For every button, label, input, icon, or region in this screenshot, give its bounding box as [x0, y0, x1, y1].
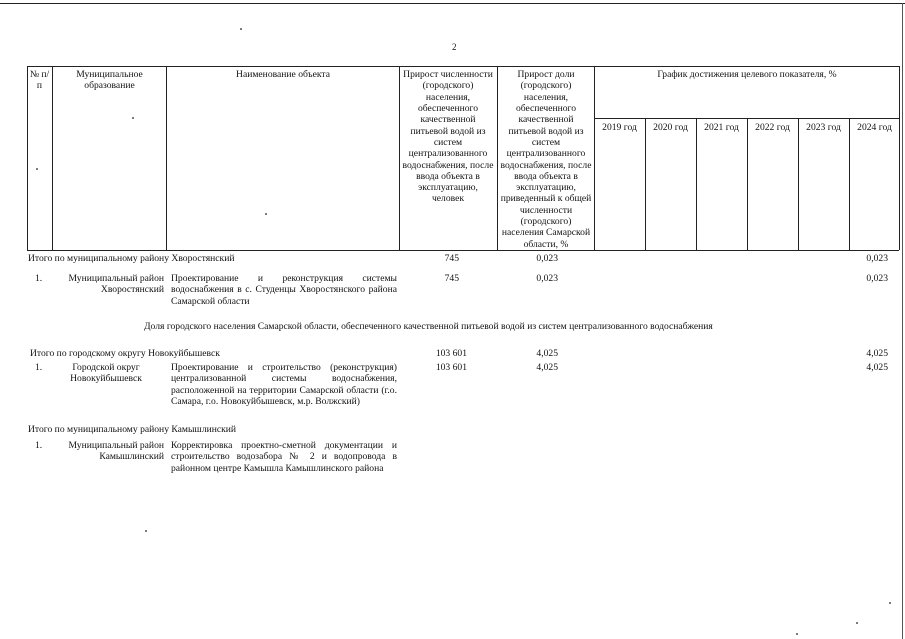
- header-year-2019: 2019 год: [602, 122, 637, 133]
- item-municipality: Муниципальный район Камышлинский: [68, 440, 164, 463]
- section-title: Доля городского населения Самарской области, обеспеченного качественной питьевой водой из систем централизованного водоснабжения: [144, 321, 713, 332]
- total-label-kamyshlinsky: Итого по муниципальному району Камышлинский: [28, 424, 237, 435]
- total-share-khvorostyansky: 0,023: [536, 253, 558, 264]
- total-share-novokuibyshevsk: 4,025: [536, 348, 558, 359]
- item-municipality: Городской округ Новокуйбышевск: [70, 362, 142, 385]
- total-2024-novokuibyshevsk: 4,025: [866, 348, 888, 359]
- header-year-2023: 2023 год: [806, 122, 841, 133]
- header-year-2021: 2021 год: [704, 122, 739, 133]
- total-population-khvorostyansky: 745: [444, 253, 459, 264]
- header-col-municipality: Муниципальное образование: [76, 69, 143, 92]
- item-object: Корректировка проектно-сметной документации и строительство водозабора № 2 и водопровода в районном центре Камышла Камышлинского района: [171, 440, 397, 474]
- total-label-novokuibyshevsk: Итого по городскому округу Новокуйбышевск: [30, 348, 220, 359]
- header-year-2022: 2022 год: [755, 122, 790, 133]
- item-number: 1.: [35, 440, 43, 451]
- header-col-schedule: График достижения целевого показателя, %: [657, 69, 837, 80]
- total-population-novokuibyshevsk: 103 601: [435, 348, 467, 359]
- item-share: 0,023: [536, 273, 558, 284]
- item-number: 1.: [35, 273, 43, 284]
- item-share: 4,025: [536, 362, 558, 373]
- item-2024: 4,025: [866, 362, 888, 373]
- header-col-number: № п/п: [29, 69, 50, 92]
- item-population: 745: [444, 273, 459, 284]
- total-2024-khvorostyansky: 0,023: [866, 253, 888, 264]
- page-number: 2: [452, 42, 457, 52]
- item-2024: 0,023: [866, 273, 888, 284]
- top-border-line: [0, 3, 905, 4]
- item-object: Проектирование и реконструкция системы водоснабжения в с. Студенцы Хворостянского района Самарской области: [171, 273, 397, 307]
- item-number: 1.: [35, 362, 43, 373]
- header-col-population-gain: Прирост численности (городского) населения, обеспеченного качественной питьевой водой из систем централизованного водоснабжения, после ввода объекта в эксплуатацию, человек: [402, 69, 494, 205]
- total-label-khvorostyansky: Итого по муниципальному району Хворостянский: [28, 253, 235, 264]
- header-col-share-gain: Прирост доли (городского) населения, обеспеченного качественной питьевой водой из систем централизованного водоснабжения, после ввода объекта в эксплуатацию, приведенный к общей численности (городского) населения Самарской области, %: [500, 69, 592, 250]
- header-year-2020: 2020 год: [653, 122, 688, 133]
- item-municipality: Муниципальный район Хворостянский: [68, 273, 164, 296]
- item-object: Проектирование и строительство (реконструкция) централизованной системы водоснабжения, расположенной на территории Самарской области (г.о. Самара, г.о. Новокуйбышевск, м.р. Волжский): [171, 362, 397, 407]
- header-year-2024: 2024 год: [857, 122, 892, 133]
- header-col-object: Наименование объекта: [236, 69, 330, 80]
- right-border-line: [902, 3, 903, 639]
- item-population: 103 601: [435, 362, 467, 373]
